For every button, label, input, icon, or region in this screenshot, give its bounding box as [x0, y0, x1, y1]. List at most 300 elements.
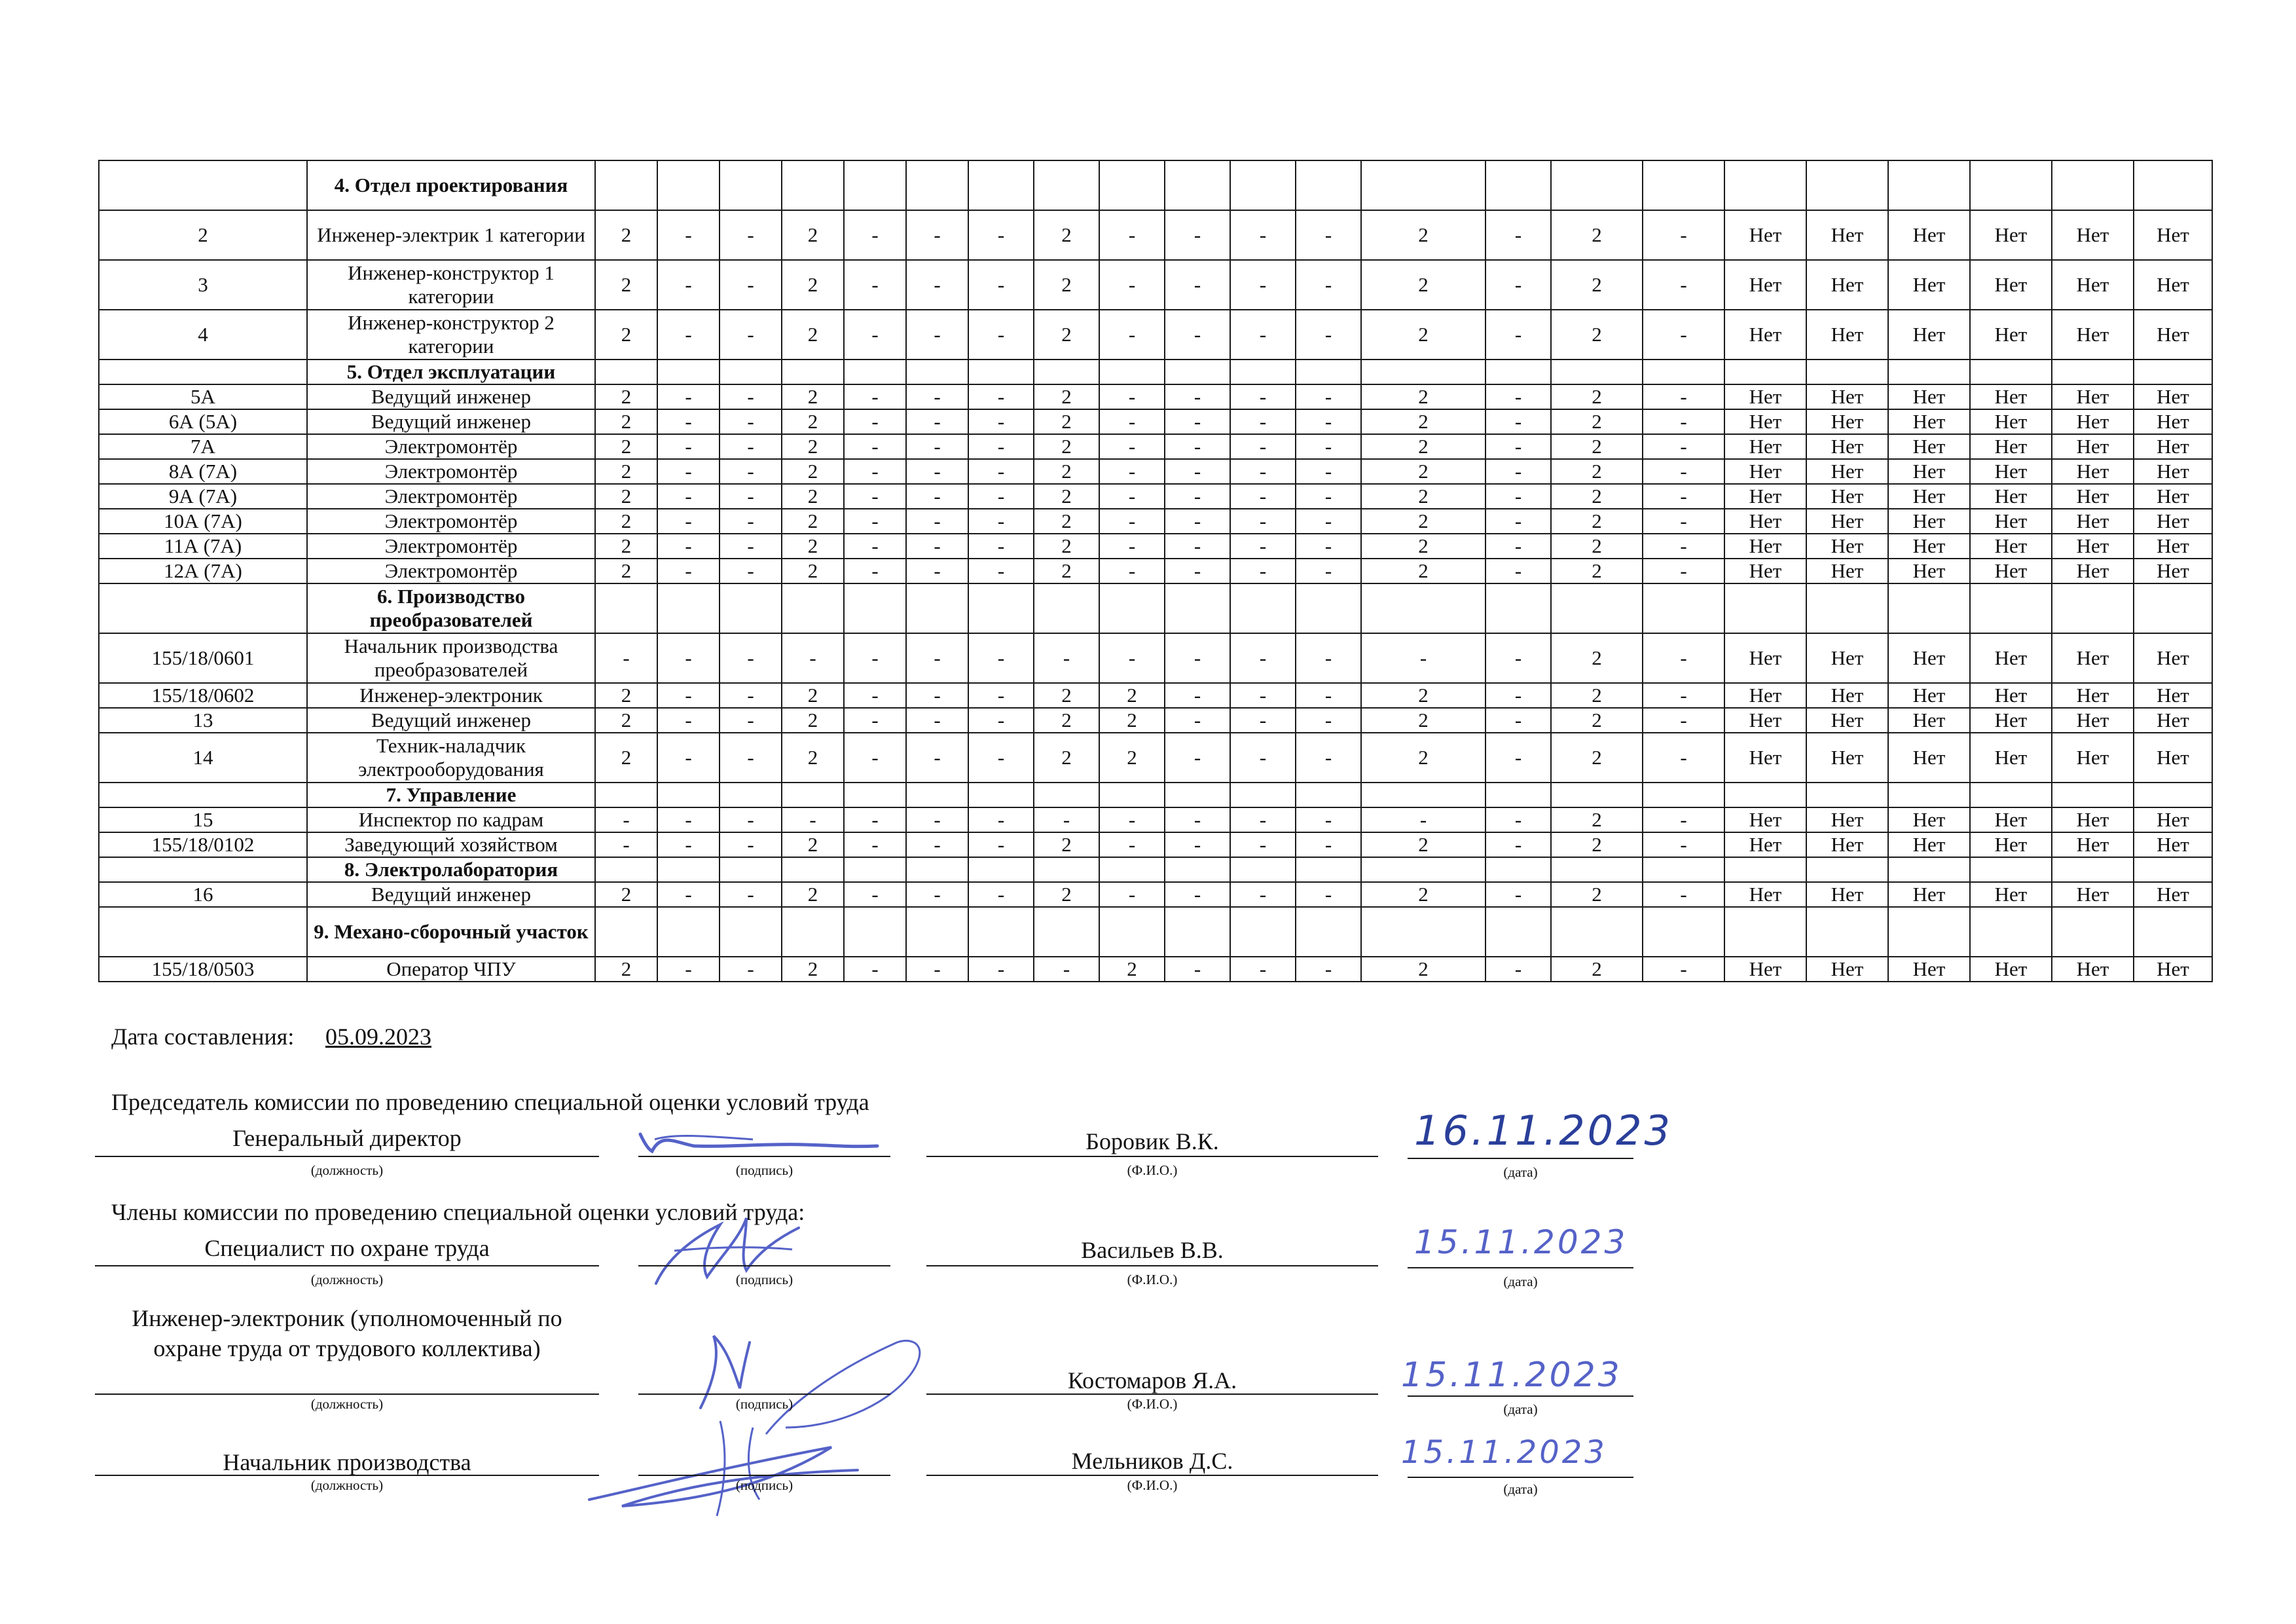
result-cell [1888, 783, 1970, 807]
class-cell: - [1485, 882, 1551, 907]
class-cell: - [968, 509, 1034, 534]
class-cell: - [1099, 484, 1165, 509]
class-cell [1034, 360, 1099, 384]
class-cell: - [1485, 409, 1551, 434]
result-cell [2134, 857, 2212, 882]
class-cell: - [906, 409, 968, 434]
class-cell: - [1296, 733, 1361, 783]
class-cell: - [1034, 957, 1099, 982]
class-cell: 2 [782, 733, 844, 783]
class-cell: - [720, 310, 782, 360]
class-cell [906, 583, 968, 633]
class-cell: - [1296, 210, 1361, 260]
fio-caption: (Ф.И.О.) [1127, 1396, 1178, 1412]
class-cell: 2 [1551, 409, 1643, 434]
class-cell: 2 [782, 260, 844, 310]
result-cell: Нет [1888, 882, 1970, 907]
class-cell [968, 360, 1034, 384]
class-cell [595, 360, 657, 384]
workplace-id-cell: 15 [99, 807, 307, 832]
class-cell: - [844, 310, 906, 360]
class-cell: - [844, 733, 906, 783]
class-cell [844, 583, 906, 633]
class-cell [1230, 583, 1296, 633]
workplace-id-cell: 11А (7А) [99, 534, 307, 559]
result-cell: Нет [1970, 459, 2052, 484]
class-cell: 2 [782, 384, 844, 409]
class-cell: 2 [782, 534, 844, 559]
class-cell: 2 [1361, 409, 1485, 434]
class-cell [1296, 783, 1361, 807]
result-cell: Нет [1970, 210, 2052, 260]
position-name-cell: 4. Отдел проектирования [307, 160, 595, 210]
class-cell: - [1165, 708, 1230, 733]
result-cell: Нет [2134, 957, 2212, 982]
class-cell: - [1165, 384, 1230, 409]
table-row [99, 409, 2212, 434]
section-row [99, 857, 2212, 882]
class-cell: - [657, 409, 720, 434]
result-cell: Нет [1806, 559, 1888, 583]
class-cell [782, 857, 844, 882]
class-cell [720, 360, 782, 384]
class-cell: - [1296, 832, 1361, 857]
class-cell: - [1099, 807, 1165, 832]
result-cell: Нет [1888, 434, 1970, 459]
class-cell: - [657, 459, 720, 484]
workplace-id-cell [99, 783, 307, 807]
result-cell: Нет [1970, 708, 2052, 733]
class-cell: 2 [1361, 832, 1485, 857]
result-cell: Нет [2134, 484, 2212, 509]
class-cell [1296, 907, 1361, 957]
result-cell: Нет [2134, 434, 2212, 459]
result-cell: Нет [2052, 733, 2134, 783]
class-cell: 2 [595, 260, 657, 310]
handwritten-date: 15.11.2023 [1414, 1223, 1628, 1261]
class-cell: - [968, 534, 1034, 559]
result-cell: Нет [1970, 882, 2052, 907]
class-cell: - [720, 559, 782, 583]
result-cell: Нет [1888, 459, 1970, 484]
position-name-cell: Ведущий инженер [307, 409, 595, 434]
class-cell: 2 [595, 683, 657, 708]
class-cell [782, 583, 844, 633]
result-cell: Нет [1806, 882, 1888, 907]
class-cell: - [595, 633, 657, 683]
result-cell: Нет [1724, 310, 1806, 360]
class-cell: - [844, 957, 906, 982]
fio-value: Васильев В.В. [1081, 1237, 1224, 1263]
class-cell: 2 [1034, 484, 1099, 509]
class-cell: - [1165, 832, 1230, 857]
class-cell [1643, 907, 1724, 957]
table-row [99, 633, 2212, 683]
workplace-id-cell [99, 583, 307, 633]
class-cell: - [657, 807, 720, 832]
class-cell: 2 [1551, 832, 1643, 857]
result-cell: Нет [1970, 683, 2052, 708]
class-cell [657, 160, 720, 210]
result-cell: Нет [1888, 484, 1970, 509]
class-cell: - [1099, 559, 1165, 583]
class-cell: - [1165, 484, 1230, 509]
class-cell [1361, 783, 1485, 807]
position-name-cell: 5. Отдел эксплуатации [307, 360, 595, 384]
class-cell: - [968, 832, 1034, 857]
result-cell: Нет [2134, 832, 2212, 857]
class-cell: - [657, 509, 720, 534]
result-cell: Нет [1888, 384, 1970, 409]
class-cell [720, 857, 782, 882]
result-cell [2134, 360, 2212, 384]
class-cell: - [595, 807, 657, 832]
class-cell: - [1165, 683, 1230, 708]
result-cell: Нет [2052, 260, 2134, 310]
result-cell: Нет [1888, 559, 1970, 583]
class-cell: - [720, 733, 782, 783]
class-cell: 2 [1034, 708, 1099, 733]
class-cell: - [906, 807, 968, 832]
result-cell: Нет [1888, 509, 1970, 534]
class-cell: - [906, 459, 968, 484]
class-cell: - [906, 384, 968, 409]
class-cell: 2 [1361, 957, 1485, 982]
class-cell: - [657, 434, 720, 459]
class-cell: - [906, 633, 968, 683]
result-cell: Нет [1724, 807, 1806, 832]
class-cell: - [1485, 633, 1551, 683]
class-cell: - [720, 633, 782, 683]
class-cell: - [968, 434, 1034, 459]
class-cell: - [657, 210, 720, 260]
result-cell: Нет [2134, 409, 2212, 434]
class-cell: - [657, 534, 720, 559]
class-cell: - [1643, 310, 1724, 360]
class-cell: - [968, 484, 1034, 509]
result-cell: Нет [1970, 832, 2052, 857]
class-cell: - [844, 484, 906, 509]
class-cell: - [844, 384, 906, 409]
class-cell: - [1643, 559, 1724, 583]
class-cell: - [720, 384, 782, 409]
fio-caption: (Ф.И.О.) [1127, 1272, 1178, 1287]
class-cell: 2 [1551, 384, 1643, 409]
class-cell: - [657, 633, 720, 683]
result-cell: Нет [1806, 957, 1888, 982]
class-cell: 2 [1034, 409, 1099, 434]
workplace-id-cell: 2 [99, 210, 307, 260]
signature-caption: (подпись) [735, 1396, 793, 1412]
class-cell: - [720, 409, 782, 434]
position-name-cell: 7. Управление [307, 783, 595, 807]
class-cell: - [1485, 384, 1551, 409]
result-cell: Нет [2052, 633, 2134, 683]
class-cell [1230, 360, 1296, 384]
result-cell [1888, 857, 1970, 882]
class-cell [968, 160, 1034, 210]
class-cell [1296, 583, 1361, 633]
class-cell [1099, 583, 1165, 633]
class-cell [1361, 907, 1485, 957]
class-cell: 2 [1551, 534, 1643, 559]
class-cell [1165, 360, 1230, 384]
class-cell [1296, 160, 1361, 210]
result-cell: Нет [2052, 509, 2134, 534]
class-cell: 2 [1551, 434, 1643, 459]
class-cell: - [1296, 434, 1361, 459]
class-cell: - [968, 733, 1034, 783]
workplace-id-cell: 5А [99, 384, 307, 409]
result-cell: Нет [1724, 733, 1806, 783]
class-cell: 2 [1551, 484, 1643, 509]
result-cell [1724, 857, 1806, 882]
class-cell [968, 583, 1034, 633]
table-row [99, 509, 2212, 534]
result-cell: Нет [2134, 733, 2212, 783]
class-cell: - [844, 882, 906, 907]
class-cell: - [1230, 459, 1296, 484]
class-cell [844, 360, 906, 384]
class-cell: 2 [782, 832, 844, 857]
position-line [95, 1475, 599, 1476]
class-cell: - [1485, 832, 1551, 857]
class-cell: 2 [1551, 459, 1643, 484]
position-name-cell: Заведующий хозяйством [307, 832, 595, 857]
class-cell: 2 [595, 459, 657, 484]
class-cell: - [1361, 807, 1485, 832]
class-cell: 2 [1361, 310, 1485, 360]
result-cell: Нет [1724, 832, 1806, 857]
class-cell [968, 783, 1034, 807]
class-cell: 2 [782, 409, 844, 434]
class-cell: - [1165, 882, 1230, 907]
class-cell: - [844, 459, 906, 484]
class-cell: - [844, 708, 906, 733]
result-cell: Нет [2052, 957, 2134, 982]
result-cell: Нет [1888, 534, 1970, 559]
compile-date-label: Дата составления: [111, 1024, 295, 1050]
class-cell [1361, 360, 1485, 384]
class-cell: - [1230, 509, 1296, 534]
class-cell [1551, 160, 1643, 210]
result-cell: Нет [2052, 434, 2134, 459]
class-cell: - [720, 260, 782, 310]
class-cell: - [844, 683, 906, 708]
result-cell: Нет [2134, 260, 2212, 310]
class-cell: 2 [1551, 957, 1643, 982]
table-row [99, 807, 2212, 832]
class-cell: - [1643, 509, 1724, 534]
class-cell [1099, 907, 1165, 957]
class-cell: - [782, 633, 844, 683]
class-cell [1643, 360, 1724, 384]
class-cell [595, 783, 657, 807]
class-cell: 2 [1034, 683, 1099, 708]
class-cell: - [968, 459, 1034, 484]
class-cell: 2 [1551, 882, 1643, 907]
class-cell: 2 [595, 708, 657, 733]
class-cell: - [968, 633, 1034, 683]
result-cell: Нет [2134, 459, 2212, 484]
workplace-id-cell [99, 160, 307, 210]
class-cell: 2 [1551, 559, 1643, 583]
result-cell: Нет [1970, 409, 2052, 434]
signature-chairman [635, 1113, 897, 1159]
class-cell: - [906, 210, 968, 260]
class-cell: - [595, 832, 657, 857]
class-cell: 2 [1361, 882, 1485, 907]
class-cell: - [968, 210, 1034, 260]
class-cell: - [1099, 633, 1165, 683]
result-cell [2134, 783, 2212, 807]
class-cell: - [1099, 459, 1165, 484]
result-cell: Нет [1806, 534, 1888, 559]
result-cell: Нет [1806, 509, 1888, 534]
fio-value: Боровик В.К. [1085, 1128, 1219, 1154]
class-cell: - [720, 459, 782, 484]
class-cell [657, 360, 720, 384]
class-cell: 2 [1551, 733, 1643, 783]
class-cell: 2 [782, 434, 844, 459]
class-cell: - [844, 409, 906, 434]
class-cell [1643, 160, 1724, 210]
class-cell: - [1099, 434, 1165, 459]
class-cell: - [720, 484, 782, 509]
class-cell [1485, 783, 1551, 807]
result-cell [1888, 583, 1970, 633]
class-cell: - [1230, 559, 1296, 583]
class-cell [906, 160, 968, 210]
result-cell: Нет [2052, 484, 2134, 509]
result-cell: Нет [1970, 484, 2052, 509]
result-cell: Нет [2052, 210, 2134, 260]
workplace-id-cell: 155/18/0601 [99, 633, 307, 683]
class-cell: - [1485, 260, 1551, 310]
class-cell: 2 [1034, 733, 1099, 783]
result-cell [1724, 583, 1806, 633]
class-cell [657, 857, 720, 882]
fio-caption: (Ф.И.О.) [1127, 1162, 1178, 1178]
class-cell: 2 [782, 683, 844, 708]
class-cell: 2 [782, 957, 844, 982]
workplace-id-cell: 13 [99, 708, 307, 733]
class-cell: - [1296, 708, 1361, 733]
result-cell: Нет [2134, 310, 2212, 360]
class-cell: - [657, 957, 720, 982]
fio-line [926, 1393, 1378, 1395]
position-name-cell: Техник-наладчик электрооборудования [307, 733, 595, 783]
result-cell: Нет [2134, 384, 2212, 409]
table-row [99, 384, 2212, 409]
class-cell: - [968, 683, 1034, 708]
result-cell: Нет [1724, 708, 1806, 733]
result-cell: Нет [1888, 957, 1970, 982]
class-cell: - [906, 534, 968, 559]
class-cell: 2 [1551, 310, 1643, 360]
class-cell: - [657, 260, 720, 310]
table-row [99, 534, 2212, 559]
result-cell [1970, 783, 2052, 807]
class-cell: - [1643, 210, 1724, 260]
class-cell [1099, 783, 1165, 807]
position-line [95, 1156, 599, 1157]
class-cell: - [1165, 509, 1230, 534]
class-cell [1034, 857, 1099, 882]
result-cell: Нет [2052, 683, 2134, 708]
class-cell: - [1165, 434, 1230, 459]
class-cell: - [1643, 409, 1724, 434]
position-caption: (должность) [310, 1272, 384, 1287]
result-cell: Нет [2134, 559, 2212, 583]
result-cell [1806, 583, 1888, 633]
position-value: Инженер-электроник (уполномоченный по охране труда от трудового коллектива) [132, 1305, 562, 1361]
workplace-id-cell: 4 [99, 310, 307, 360]
result-cell [2052, 160, 2134, 210]
result-cell: Нет [1888, 683, 1970, 708]
class-cell: - [906, 683, 968, 708]
position-name-cell: Ведущий инженер [307, 882, 595, 907]
class-cell: - [1230, 434, 1296, 459]
date-line [1408, 1158, 1633, 1159]
class-cell: 2 [782, 882, 844, 907]
class-cell: - [1296, 260, 1361, 310]
class-cell: - [844, 832, 906, 857]
class-cell [1230, 783, 1296, 807]
result-cell: Нет [1970, 559, 2052, 583]
fio-line [926, 1265, 1378, 1266]
class-cell: 2 [1034, 559, 1099, 583]
class-cell: 2 [1099, 708, 1165, 733]
result-cell: Нет [2052, 882, 2134, 907]
class-cell: - [720, 534, 782, 559]
class-cell: - [1230, 310, 1296, 360]
class-cell: - [1296, 633, 1361, 683]
fio-line [926, 1475, 1378, 1476]
class-cell: 2 [1551, 509, 1643, 534]
class-cell [782, 907, 844, 957]
class-cell: - [1485, 484, 1551, 509]
class-cell [1099, 857, 1165, 882]
workplace-id-cell: 155/18/0602 [99, 683, 307, 708]
class-cell: 2 [595, 384, 657, 409]
result-cell: Нет [1724, 683, 1806, 708]
result-cell: Нет [2134, 509, 2212, 534]
class-cell [1485, 583, 1551, 633]
result-cell: Нет [1888, 210, 1970, 260]
class-cell: - [968, 384, 1034, 409]
class-cell: - [720, 957, 782, 982]
table-row [99, 957, 2212, 982]
class-cell: - [1296, 559, 1361, 583]
section-row [99, 360, 2212, 384]
class-cell [595, 583, 657, 633]
fio-line [926, 1156, 1378, 1157]
result-cell: Нет [2052, 534, 2134, 559]
class-cell: - [968, 559, 1034, 583]
class-cell: - [1643, 434, 1724, 459]
section-row [99, 583, 2212, 633]
position-value: Генеральный директор [232, 1125, 462, 1151]
class-cell: - [1643, 534, 1724, 559]
class-cell: 2 [1361, 260, 1485, 310]
class-cell: 2 [1361, 559, 1485, 583]
workplace-id-cell: 7А [99, 434, 307, 459]
class-cell [1643, 783, 1724, 807]
class-cell [1485, 907, 1551, 957]
class-cell: 2 [1551, 260, 1643, 310]
result-cell: Нет [2134, 708, 2212, 733]
